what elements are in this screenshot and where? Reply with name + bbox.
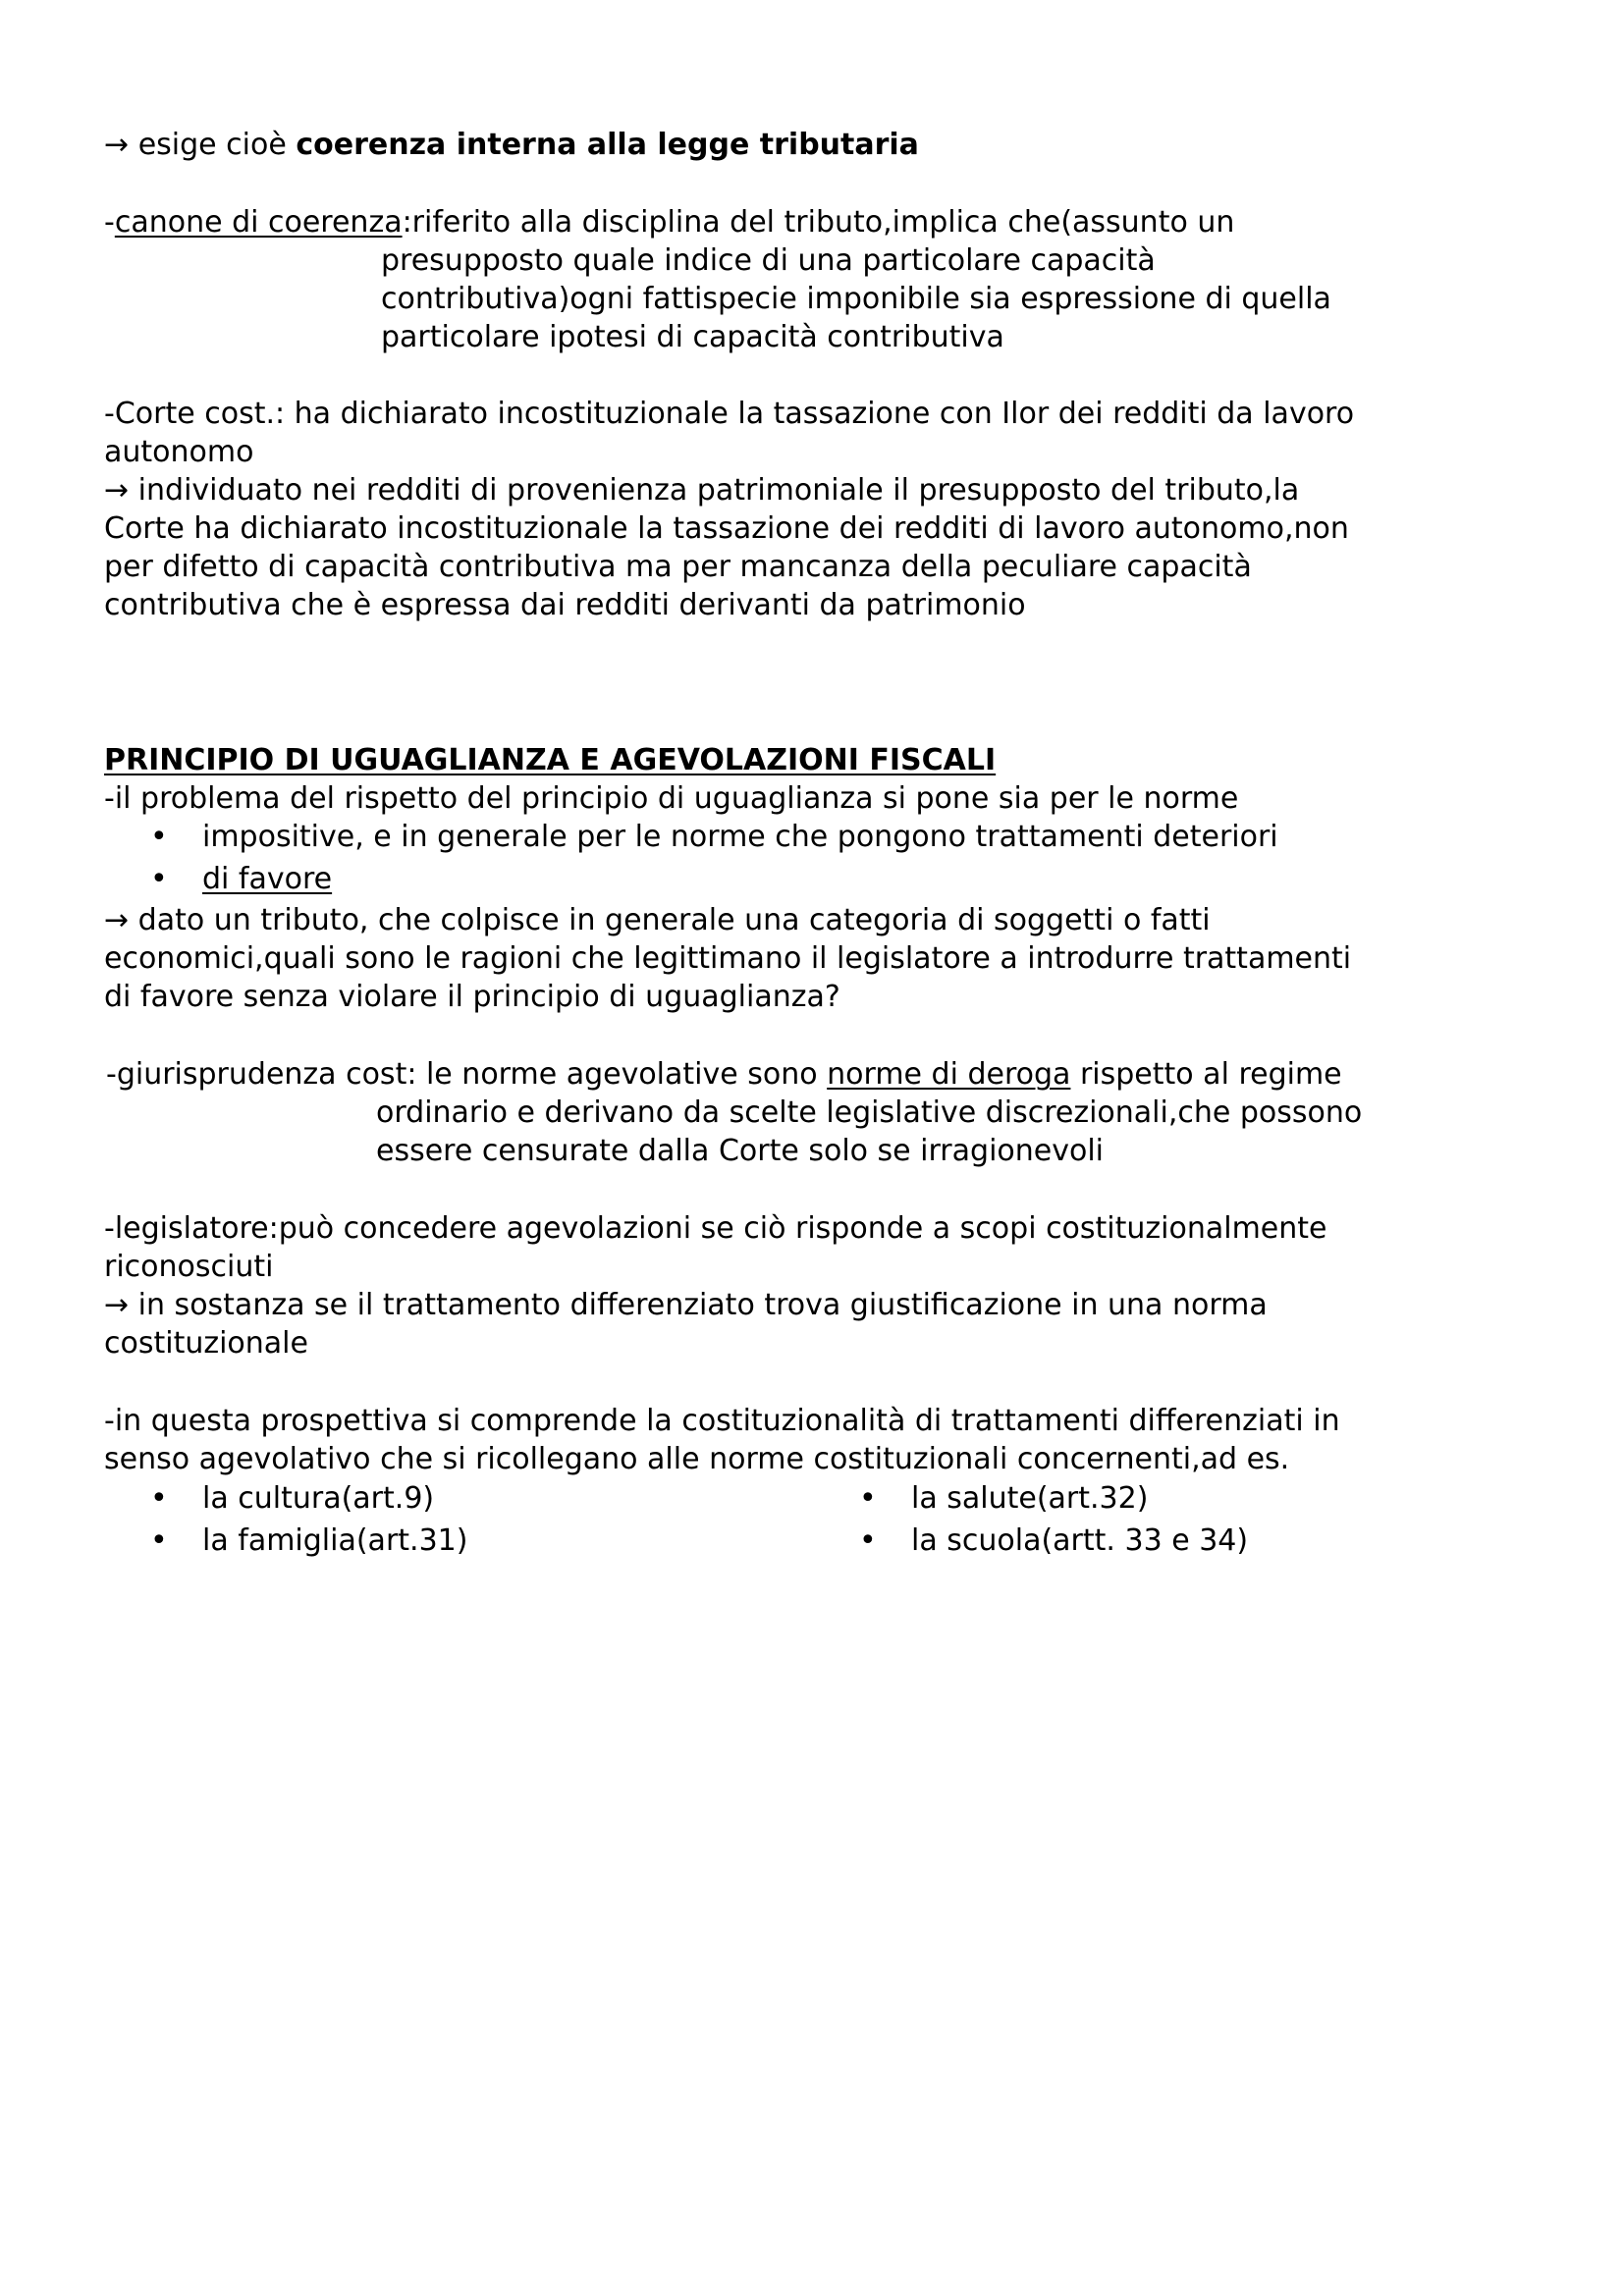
prospettiva-line-1: -in questa prospettiva si comprende la costituzionalità di trattamenti differenziati in xyxy=(104,1404,1340,1438)
giurisprudenza-line-1 xyxy=(106,1055,1342,1094)
legislatore-line-4: costituzionale xyxy=(104,1326,308,1361)
list-item-salute: la salute(art.32) xyxy=(911,1481,1149,1516)
bullet-icon: • xyxy=(150,1523,168,1558)
coerenza-prefix: esige cioè xyxy=(137,128,287,162)
coerenza-bold: coerenza interna alla legge tributaria xyxy=(296,128,919,162)
canone-dash: - xyxy=(104,205,115,240)
bullet-icon: • xyxy=(150,820,168,854)
list-item-famiglia: la famiglia(art.31) xyxy=(202,1523,468,1558)
legislatore-line-1: -legislatore:può concedere agevolazioni se ciò risponde a scopi costituzionalmente xyxy=(104,1211,1327,1246)
bullet-item-favore: di favore xyxy=(202,862,333,896)
giurisprudenza-line-2: ordinario e derivano da scelte legislative discrezionali,che possono xyxy=(376,1095,1363,1130)
bullet-item-impositive: impositive, e in generale per le norme che pongono trattamenti deteriori xyxy=(202,820,1278,854)
bullet-icon: • xyxy=(859,1481,877,1516)
canone-line-2: presupposto quale indice di una particolare capacità xyxy=(381,243,1156,278)
legislatore-line-3: → in sostanza se il trattamento differenziato trova giustificazione in una norma xyxy=(104,1288,1268,1322)
section-intro: -il problema del rispetto del principio di uguaglianza si pone sia per le norme xyxy=(104,781,1239,816)
bullet-icon: • xyxy=(859,1523,877,1558)
canone-line-3: contributiva)ogni fattispecie imponibile sia espressione di quella xyxy=(381,282,1331,316)
prospettiva-line-2: senso agevolativo che si ricollegano alle norme costituzionali concernenti,ad es. xyxy=(104,1442,1290,1476)
corte-line-5: per difetto di capacità contributiva ma per mancanza della peculiare capacità xyxy=(104,550,1252,584)
giurisprudenza-line-3: essere censurate dalla Corte solo se irragionevoli xyxy=(376,1134,1105,1168)
corte-line-6: contributiva che è espressa dai redditi derivanti da patrimonio xyxy=(104,588,1026,622)
section-heading: PRINCIPIO DI UGUAGLIANZA E AGEVOLAZIONI FISCALI xyxy=(104,743,997,777)
list-item-cultura: la cultura(art.9) xyxy=(202,1481,435,1516)
question-line-1: → dato un tributo, che colpisce in generale una categoria di soggetti o fatti xyxy=(104,903,1211,937)
canone-line-1 xyxy=(104,203,1234,241)
list-item-scuola: la scuola(artt. 33 e 34) xyxy=(911,1523,1249,1558)
giurisprudenza-lead: -giurisprudenza cost: le norme agevolative sono xyxy=(106,1057,818,1092)
coerenza-line xyxy=(104,126,919,164)
corte-line-2: autonomo xyxy=(104,435,254,469)
arrow-icon: → xyxy=(104,128,130,162)
question-line-3: di favore senza violare il principio di uguaglianza? xyxy=(104,980,840,1014)
corte-line-3: → individuato nei redditi di provenienza patrimoniale il presupposto del tributo,la xyxy=(104,473,1300,507)
giurisprudenza-term: norme di deroga xyxy=(827,1057,1071,1092)
corte-line-4: Corte ha dichiarato incostituzionale la tassazione dei redditi di lavoro autonomo,non xyxy=(104,511,1349,546)
canone-line-4: particolare ipotesi di capacità contributiva xyxy=(381,320,1004,354)
corte-line-1: -Corte cost.: ha dichiarato incostituzionale la tassazione con Ilor dei redditi da lavoro xyxy=(104,397,1355,431)
bullet-icon: • xyxy=(150,862,168,896)
giurisprudenza-tail: rispetto al regime xyxy=(1079,1057,1342,1092)
question-line-2: economici,quali sono le ragioni che legittimano il legislatore a introdurre trattamenti xyxy=(104,941,1352,976)
bullet-icon: • xyxy=(150,1481,168,1516)
canone-text-1: :riferito alla disciplina del tributo,implica che(assunto un xyxy=(402,205,1235,240)
canone-term: canone di coerenza xyxy=(114,205,403,240)
legislatore-line-2: riconosciuti xyxy=(104,1250,274,1284)
